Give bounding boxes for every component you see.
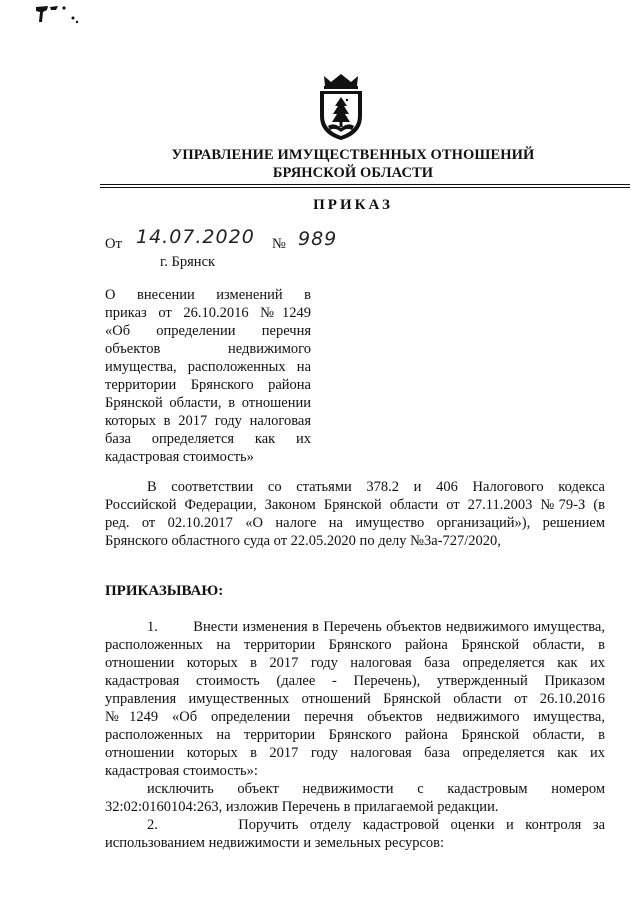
- preamble-paragraph: [105, 478, 605, 550]
- preamble-line: Брянского областного суда от 22.05.2020 по делу №3а-727/2020,: [105, 533, 501, 549]
- document-title: ПРИКАЗ: [313, 197, 393, 213]
- preamble-line: В соответствии со статьями 378.2 и 406 Налогового кодекса: [147, 479, 605, 495]
- order-subject: [105, 286, 311, 466]
- item1-line: 32:02:0160104:263, изложив Перечень в прилагаемой редакции.: [105, 799, 499, 815]
- preamble-line: Российской Федерации, Законом Брянской области от 27.11.2003 №79-З (в: [105, 497, 605, 513]
- item2-line: 2. Поручить отделу кадастровой оценки и контроля за: [147, 817, 605, 833]
- subject-line: имущества, расположенных на: [105, 359, 311, 375]
- item1-line: управления имущественных отношений Брянской области от 26.10.2016: [105, 691, 605, 707]
- item1-line: расположенных на территории Брянского района Брянской области, в: [105, 637, 605, 653]
- subject-line: кадастровая стоимость»: [105, 449, 254, 465]
- subject-line: которых в 2017 году налоговая: [105, 413, 311, 429]
- date-prefix: От: [105, 236, 122, 252]
- handwritten-date: 14.07.2020: [136, 226, 255, 248]
- subject-line: О внесении изменений в: [105, 287, 311, 303]
- header-divider-thick: [100, 187, 630, 188]
- subject-line: территории Брянского района: [105, 377, 311, 393]
- item1-line: 1. Внести изменения в Перечень объектов недвижимого имущества,: [147, 619, 605, 635]
- subject-line: объектов недвижимого: [105, 341, 311, 357]
- order-heading: ПРИКАЗЫВАЮ:: [105, 583, 224, 599]
- bryansk-coat-of-arms-icon: [314, 72, 368, 142]
- subject-line: «Об определении перечня: [105, 323, 311, 339]
- item1-line: кадастровая стоимость»:: [105, 763, 258, 779]
- city: г. Брянск: [160, 254, 216, 270]
- handwritten-number: 989: [298, 228, 338, 250]
- item1-line: кадастровая стоимость (далее - Перечень), утвержденный Приказом: [105, 673, 605, 689]
- organization-name-line2: БРЯНСКОЙ ОБЛАСТИ: [272, 165, 434, 181]
- item1-line: исключить объект недвижимости с кадастровым номером: [147, 781, 605, 797]
- subject-line: база определяется как их: [105, 431, 311, 447]
- subject-line: Брянской области, в отношении: [105, 395, 311, 411]
- number-prefix: №: [272, 236, 286, 252]
- item1-line: №1249 «Об определении перечня объектов недвижимого имущества,: [105, 709, 605, 725]
- item1-line: отношении которых в 2017 году налоговая база определяется как их: [105, 745, 605, 761]
- header-divider-thin: [100, 184, 630, 185]
- scan-artifact-mark: [34, 4, 84, 26]
- order-item-1: [105, 618, 605, 816]
- preamble-line: ред. от 02.10.2017 «О налоге на имущество организаций»), решением: [105, 515, 605, 531]
- item1-line: расположенных на территории Брянского района Брянской области, в: [105, 727, 605, 743]
- order-item-2: [105, 816, 605, 852]
- item2-line: использованием недвижимости и земельных ресурсов:: [105, 835, 445, 851]
- organization-name-line1: УПРАВЛЕНИЕ ИМУЩЕСТВЕННЫХ ОТНОШЕНИЙ: [171, 147, 535, 163]
- item1-line: отношении которых в 2017 году налоговая база определяется как их: [105, 655, 605, 671]
- subject-line: приказ от 26.10.2016 №1249: [105, 305, 311, 321]
